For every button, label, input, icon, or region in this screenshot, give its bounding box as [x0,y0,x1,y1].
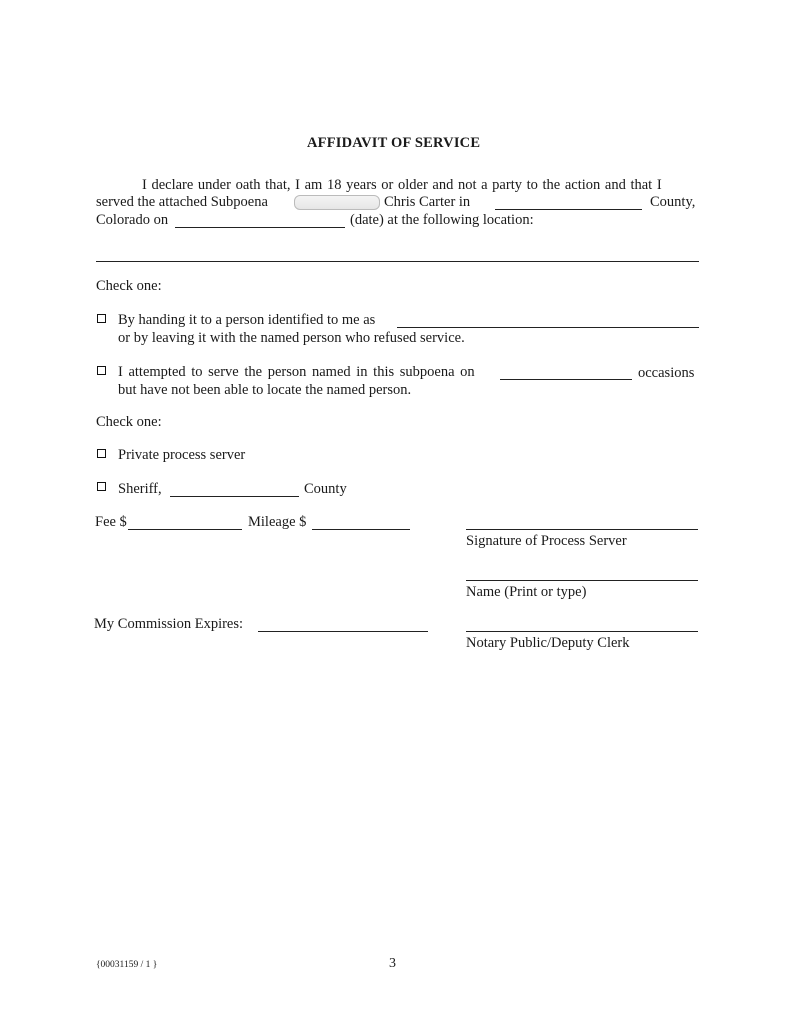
handing-checkbox[interactable] [97,314,106,323]
declaration-line-2-end: County, [650,194,696,210]
page-title: AFFIDAVIT OF SERVICE [307,135,481,151]
private-process-server-label: Private process server [118,447,246,463]
footer-document-code: {00031159 / 1 } [96,960,158,970]
sheriff-checkbox[interactable] [97,482,106,491]
fee-field[interactable] [128,529,242,530]
mileage-field[interactable] [312,529,410,530]
attempted-option-occasions: occasions [638,365,695,381]
handing-option-line-1: By handing it to a person identified to me as [118,312,376,328]
signature-label: Signature of Process Server [466,533,627,549]
name-label: Name (Print or type) [466,584,587,600]
commission-expires-label: My Commission Expires: [94,616,244,632]
private-process-server-checkbox[interactable] [97,449,106,458]
mileage-label: Mileage $ [248,514,307,530]
identified-person-field[interactable] [397,327,699,328]
sheriff-county-field[interactable] [170,496,299,497]
attempted-option-line-2: but have not been able to locate the named person. [118,382,412,398]
sheriff-label: Sheriff, [118,481,162,497]
declaration-line-2-start: served the attached Subpoena [96,194,268,210]
notary-label: Notary Public/Deputy Clerk [466,635,630,651]
handing-option-line-2: or by leaving it with the named person who refused service. [118,330,465,346]
location-field[interactable] [96,261,699,262]
check-one-label-2: Check one: [96,414,162,430]
sheriff-county-suffix: County [304,481,347,497]
declaration-line-2-name: Chris Carter in [384,194,471,210]
date-field[interactable] [175,227,345,228]
county-field[interactable] [495,209,642,210]
attempted-option-line-1: I attempted to serve the person named in this subpoena on [118,364,475,380]
declaration-line-3-end: (date) at the following location: [350,212,534,228]
check-one-label: Check one: [96,278,162,294]
name-field[interactable] [466,580,698,581]
signature-field[interactable] [466,529,698,530]
declaration-line-3-start: Colorado on [96,212,169,228]
notary-field[interactable] [466,631,698,632]
page-number: 3 [389,956,396,971]
redacted-text [294,195,380,210]
attempted-checkbox[interactable] [97,366,106,375]
occasions-field[interactable] [500,379,632,380]
fee-label: Fee $ [95,514,127,530]
commission-expires-field[interactable] [258,631,428,632]
declaration-line-1: I declare under oath that, I am 18 years or older and not a party to the action and that I [142,177,662,193]
